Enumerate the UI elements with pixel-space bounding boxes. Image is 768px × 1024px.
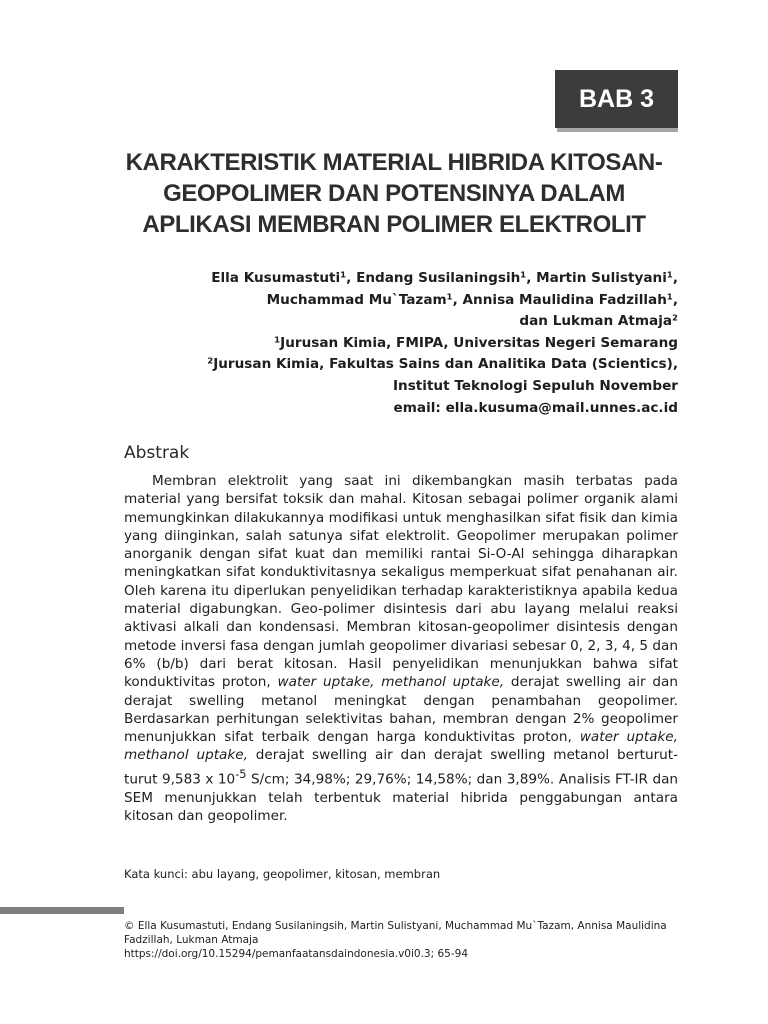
title-line: APLIKASI MEMBRAN POLIMER ELEKTROLIT xyxy=(142,211,646,238)
affiliation-line: Institut Teknologi Sepuluh November xyxy=(392,377,678,394)
author-email: email: ella.kusuma@mail.unnes.ac.id xyxy=(393,399,678,416)
abstract-exponent: -5 xyxy=(235,766,247,781)
authors-line: Ella Kusumastuti¹, Endang Susilaningsih¹, Martin Sulistyani¹, xyxy=(211,270,678,286)
abstract-italic-term: water uptake, methanol uptake, xyxy=(277,674,505,691)
chapter-title xyxy=(105,147,683,240)
chapter-label: BAB 3 xyxy=(555,70,678,128)
copyright-notice: © Ella Kusumastuti, Endang Susilaningsih, Martin Sulistyani, Muchammad Mu`Tazam, Annisa Maulidina Fadzillah, Lukman Atmaja xyxy=(124,920,667,946)
title-line: GEOPOLIMER DAN POTENSINYA DALAM xyxy=(163,180,625,207)
affiliation-line: ²Jurusan Kimia, Fakultas Sains dan Analitika Data (Scientics), xyxy=(207,356,678,373)
abstract-heading: Abstrak xyxy=(124,443,190,463)
abstract-text: derajat swelling air dan derajat swelling metanol meningkat dengan penambahan geopolimer. Berdasarkan perhitungan selektivitas bahan, membran dengan 2% geopolimer menunjukkan sifat terbaik dengan harga konduktivitas proton, xyxy=(124,674,678,746)
keywords: Kata kunci: abu layang, geopolimer, kitosan, membran xyxy=(124,867,441,881)
author-block xyxy=(98,268,678,419)
abstract-text: Membran elektrolit yang saat ini dikembangkan masih terbatas pada material yang bersifat toksik dan mahal. Kitosan sebagai polimer organik alami memungkinkan dilakukannya modifikasi untuk menghasilkan sifat fisik dan kimia yang diinginkan, salah satunya sifat elektrolit. Geopolimer merupakan polimer anorganik dengan sifat kuat dan memiliki rantai Si-O-Al sehingga diharapkan meningkatkan sifat konduktivitasnya sekaligus memperkuat sifat penahanan air. Oleh karena itu diperlukan penyelidikan terhadap karakteristiknya apabila kedua material digabungkan. Geo-polimer disintesis dari abu layang melalui reaksi aktivasi alkali dan kondensasi. Membran kitosan-geopolimer disintesis dengan metode inversi fasa dengan jumlah geopolimer divariasi sebesar 0, 2, 3, 4, 5 dan 6% (b/b) dari berat kitosan. Hasil penyelidikan menunjukkan bahwa sifat konduktivitas proton, xyxy=(124,473,678,691)
doi-link[interactable]: https://doi.org/10.15294/pemanfaatansdaindonesia.v0i0.3; 65-94 xyxy=(124,947,468,960)
affiliation-line: ¹Jurusan Kimia, FMIPA, Universitas Negeri Semarang xyxy=(274,334,678,351)
footer-rule xyxy=(0,907,124,914)
authors-line: Muchammad Mu`Tazam¹, Annisa Maulidina Fadzillah¹, xyxy=(266,291,678,308)
title-line: KARAKTERISTIK MATERIAL HIBRIDA KITOSAN- xyxy=(125,149,663,176)
footer-note xyxy=(124,920,684,961)
abstract-text: S/cm; 34,98%; 29,76%; 14,58%; dan 3,89%. Analisis FT-IR dan SEM menunjukkan telah terbentuk material hibrida penggabungan antara kitosan dan geopolimer. xyxy=(124,771,679,824)
chapter-label-shadow xyxy=(557,128,678,132)
authors-line: dan Lukman Atmaja² xyxy=(519,313,678,330)
abstract-body xyxy=(124,472,678,825)
abstract-text: derajat swelling air dan derajat swelling metanol berturut-turut 9,583 x 10 xyxy=(124,747,679,788)
abstract-italic-term: water uptake, methanol uptake, xyxy=(124,729,678,764)
